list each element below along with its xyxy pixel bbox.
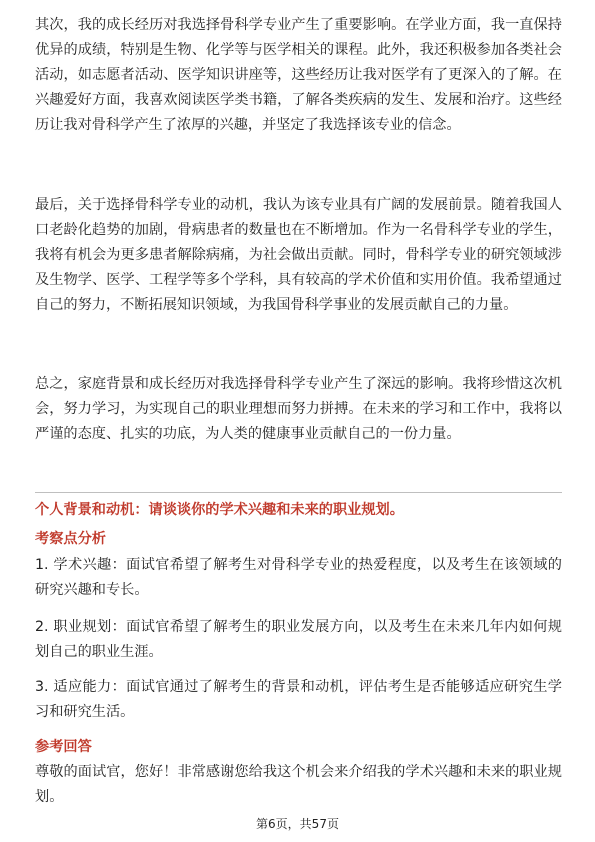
question-title: 个人背景和动机：请谈谈你的学术兴趣和未来的职业规划。 <box>35 502 404 518</box>
analysis-point: 2. 职业规划：面试官希望了解考生的职业发展方向，以及考生在未来几年内如何规划自己的职业生涯。 <box>35 619 562 660</box>
analysis-point: 3. 适应能力：面试官通过了解考生的背景和动机，评估考生是否能够适应研究生学习和研究生活。 <box>35 679 562 720</box>
analysis-heading: 考察点分析 <box>35 531 106 547</box>
body-paragraph: 其次，我的成长经历对我选择骨科学专业产生了重要影响。在学业方面，我一直保持优异的成绩，特别是生物、化学等与医学相关的课程。此外，我还积极参加各类社会活动，如志愿者活动、医学知识讲座等，这些经历让我对医学有了更深入的了解。在兴趣爱好方面，我喜欢阅读医学类书籍，了解各类疾病的发生、发展和治疗。这些经历让我对骨科学产生了浓厚的兴趣，并坚定了我选择该专业的信念。 <box>35 17 562 133</box>
analysis-point: 1. 学术兴趣：面试官希望了解考生对骨科学专业的热爱程度，以及考生在该领域的研究兴趣和专长。 <box>35 557 562 598</box>
answer-text: 尊敬的面试官，您好！非常感谢您给我这个机会来介绍我的学术兴趣和未来的职业规划。 <box>35 764 562 805</box>
section-divider <box>35 492 562 493</box>
body-paragraph: 最后，关于选择骨科学专业的动机，我认为该专业具有广阔的发展前景。随着我国人口老龄化趋势的加剧，骨病患者的数量也在不断增加。作为一名骨科学专业的学生，我将有机会为更多患者解除病痛，为社会做出贡献。同时，骨科学专业的研究领域涉及生物学、医学、工程学等多个学科，具有较高的学术价值和实用价值。我希望通过自己的努力，不断拓展知识领域，为我国骨科学事业的发展贡献自己的力量。 <box>35 197 562 313</box>
page-number: 第6页，共57页 <box>256 817 339 831</box>
answer-heading: 参考回答 <box>35 739 92 755</box>
body-paragraph: 总之，家庭背景和成长经历对我选择骨科学专业产生了深远的影响。我将珍惜这次机会，努力学习，为实现自己的职业理想而努力拼搏。在未来的学习和工作中，我将以严谨的态度、扎实的功底，为人类的健康事业贡献自己的一份力量。 <box>35 376 562 442</box>
